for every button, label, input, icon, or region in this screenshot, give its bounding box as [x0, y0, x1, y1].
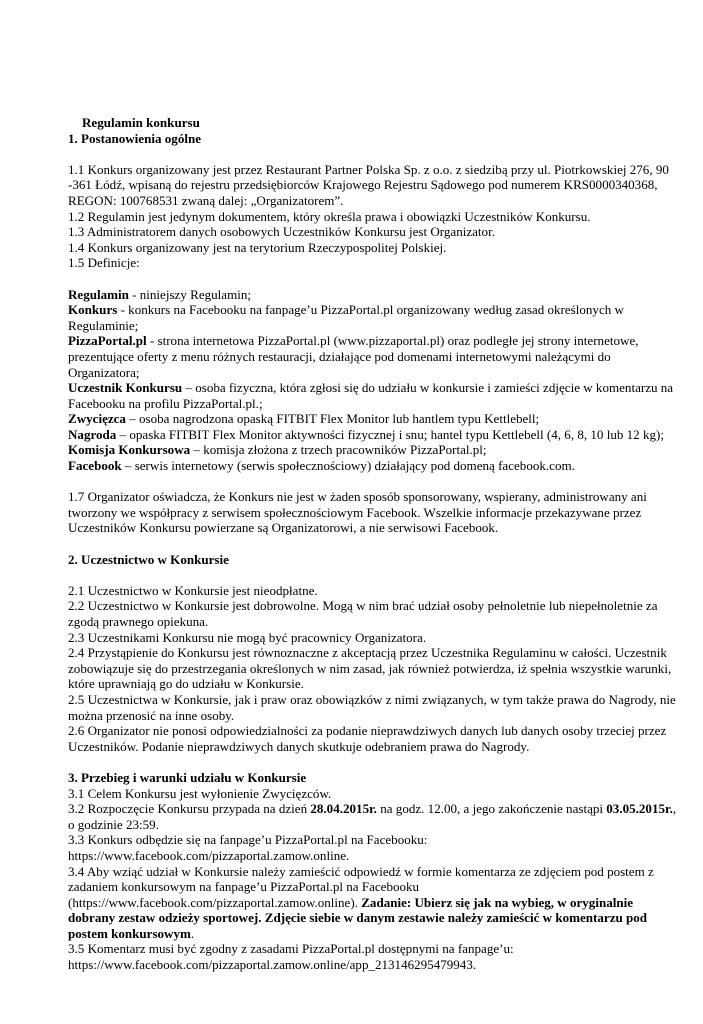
definition-zwyciezca: Zwycięzca – osoba nagrodzona opaską FITBIT Flex Monitor lub hantlem typu Kettlebell;: [68, 411, 540, 427]
paragraph-2-6: 2.6 Organizator nie ponosi odpowiedzialności za podanie nieprawdziwych danych lub danych osoby trzeciej przez Uczestników. Podanie nieprawdziwych danych skutkuje odebraniem prawa do Nagrody.: [68, 723, 667, 754]
definition-regulamin: Regulamin - niniejszy Regulamin;: [68, 286, 252, 302]
paragraph-3-3: 3.3 Konkurs odbędzie się na fanpage’u PizzaPortal.pl na Facebooku:: [68, 832, 428, 848]
paragraph-2-3: 2.3 Uczestnikami Konkursu nie mogą być pracownicy Organizatora.: [68, 629, 427, 645]
document-title: Regulamin konkursu: [82, 115, 200, 130]
paragraph-2-1: 2.1 Uczestnictwo w Konkursie jest nieodpłatne.: [68, 582, 318, 598]
paragraph-2-5: 2.5 Uczestnictwa w Konkursie, jak i praw oraz obowiązków z nimi związanych, w tym także prawa do Nagrody, nie można przenosić na inne osoby.: [68, 691, 676, 723]
section-2-heading: 2. Uczestnictwo w Konkursie: [68, 551, 229, 567]
definition-uczestnik: Uczestnik Konkursu – osoba fizyczna, która zgłosi się do udziału w konkursie i zamieści zdjęcie w komentarzu na Facebooku na profilu PizzaPortal.pl.;: [68, 380, 674, 411]
paragraph-1-7: 1.7 Organizator oświadcza, że Konkurs nie jest w żaden sposób sponsorowany, wspierany, administrowany ani tworzony we współpracy z serwisem społecznościowym Facebook. Wszelkie informacje przekazywane przez Uczestników Konkursu powierzane są Organizatorowi, a nie serwisowi Facebook.: [68, 489, 647, 536]
paragraph-1-1: 1.1 Konkurs organizowany jest przez Restaurant Partner Polska Sp. z o.o. z siedzibą przy ul. Piotrkowskiej 276, 90 -361 Łódź, wpisaną do rejestru przedsiębiorców Krajowego Rejestru Sądowego pod numerem KRS0000340368, REGON: 100768531 zwaną dalej: „Organizatorem”.: [68, 161, 669, 208]
fanpage-url: https://www.facebook.com/pizzaportal.zamow.online.: [68, 847, 350, 863]
section-1-heading: 1. Postanowienia ogólne: [68, 130, 202, 146]
paragraph-1-4: 1.4 Konkurs organizowany jest na terytorium Rzeczypospolitej Polskiej.: [68, 239, 447, 255]
definition-komisja: Komisja Konkursowa – komisja złożona z trzech pracowników PizzaPortal.pl;: [68, 442, 487, 458]
paragraph-1-3: 1.3 Administratorem danych osobowych Uczestników Konkursu jest Organizator.: [68, 224, 495, 240]
paragraph-3-4: 3.4 Aby wziąć udział w Konkursie należy zamieścić odpowiedź w formie komentarza ze zdjęciem pod postem z zadaniem konkursowym na fanpage’u PizzaPortal.pl na Facebooku (https://www.facebook.com/pizzaportal.zamow.online). Zadanie: Ubierz się jak na wybieg, w oryginalnie dobrany zestaw odzieży sportowej. Zdjęcie siebie w danym zestawie należy zamieścić w komentarzu pod postem konkursowym.: [68, 863, 654, 941]
paragraph-1-5: 1.5 Definicje:: [68, 255, 140, 271]
paragraph-3-5: 3.5 Komentarz musi być zgodny z zasadami PizzaPortal.pl dostępnymi na fanpage’u:: [68, 941, 514, 957]
paragraph-2-4: 2.4 Przystąpienie do Konkursu jest równoznaczne z akceptacją przez Uczestnika Regulaminu w całości. Uczestnik zobowiązuje się do przestrzegania określonych w nim zasad, jak również potwierdza, iż spełnia wszystkie warunki, które uprawniają go do udziału w Konkursie.: [68, 645, 672, 692]
definition-facebook: Facebook – serwis internetowy (serwis społecznościowy) działający pod domeną facebook.com.: [68, 458, 575, 474]
definition-konkurs: Konkurs - konkurs na Facebooku na fanpage’u PizzaPortal.pl organizowany według zasad określonych w Regulaminie;: [68, 302, 624, 333]
paragraph-3-2: 3.2 Rozpoczęcie Konkursu przypada na dzień 28.04.2015r. na godz. 12.00, a jego zakończenie nastąpi 03.05.2015r., o godzinie 23:59.: [68, 801, 677, 832]
definitions-list: [68, 287, 679, 474]
paragraph-2-2: 2.2 Uczestnictwo w Konkursie jest dobrowolne. Mogą w nim brać udział osoby pełnoletnie lub niepełnoletnie za zgodą prawnego opiekuna.: [68, 598, 658, 629]
app-url: https://www.facebook.com/pizzaportal.zamow.online/app_213146295479943.: [68, 957, 477, 973]
paragraph-1-2: 1.2 Regulamin jest jedynym dokumentem, który określa prawa i obowiązki Uczestników Konkursu.: [68, 208, 591, 224]
paragraph-3-1: 3.1 Celem Konkursu jest wyłonienie Zwycięzców.: [68, 785, 332, 801]
section-3-heading: 3. Przebieg i warunki udziału w Konkursie: [68, 769, 307, 785]
definition-nagroda: Nagroda – opaska FITBIT Flex Monitor aktywności fizycznej i snu; hantel typu Kettlebell (4, 6, 8, 10 lub 12 kg);: [68, 426, 664, 442]
definition-pizzaportal: PizzaPortal.pl - strona internetowa PizzaPortal.pl (www.pizzaportal.pl) oraz podległe jej strony internetowe, prezentujące oferty z menu różnych restauracji, działające pod domenami internetowymi należącymi do Organizatora;: [68, 333, 639, 380]
